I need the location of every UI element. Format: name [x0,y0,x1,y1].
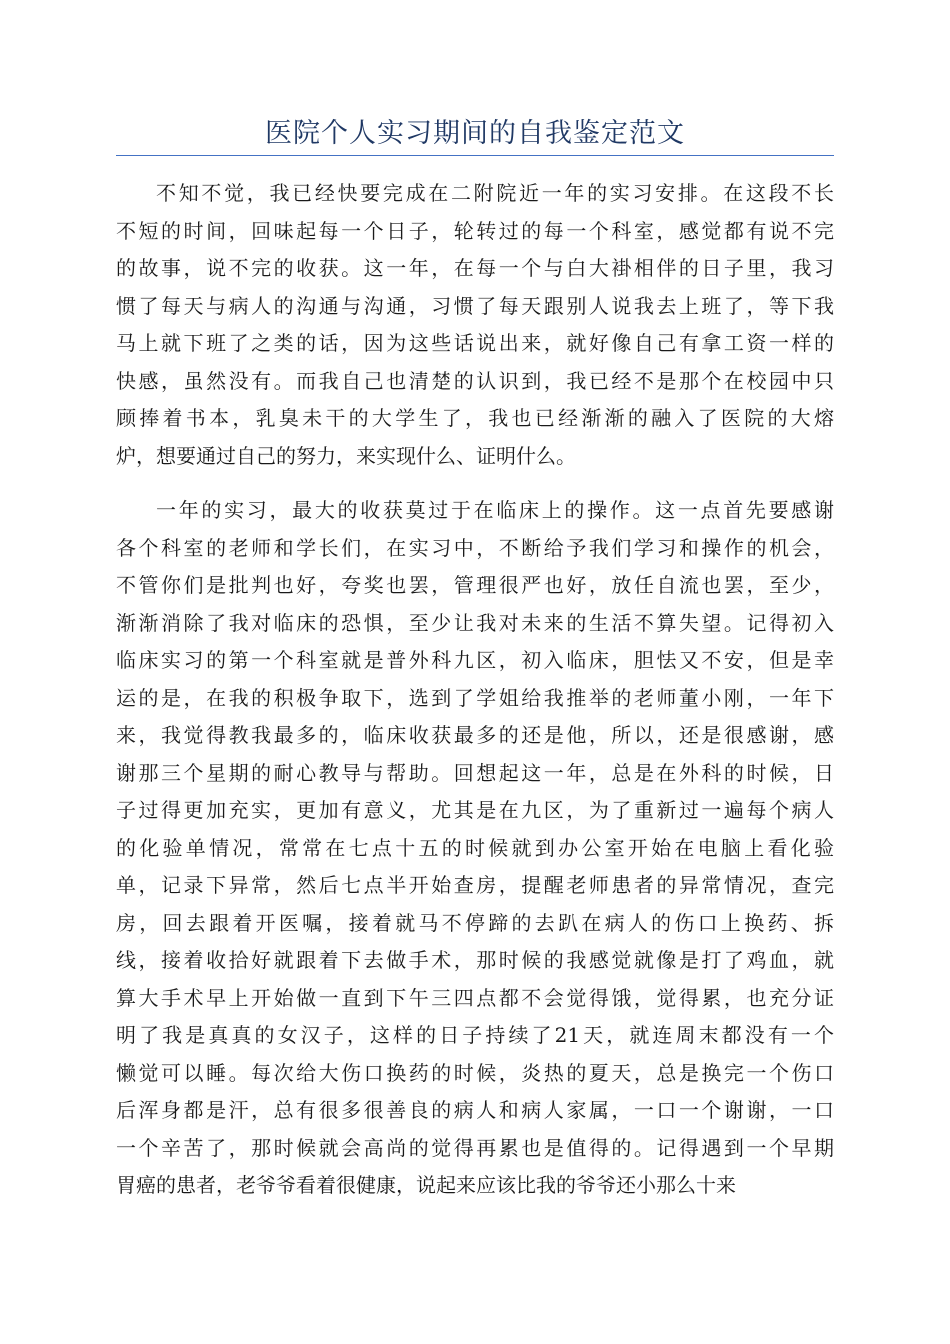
text-line: 线，接着收拾好就跟着下去做手术，那时候的我感觉就像是打了鸡血，就 [116,948,834,972]
text-line: 各个科室的老师和学长们，在实习中，不断给予我们学习和操作的机会， [116,535,834,560]
text-line: 顾捧着书本，乳臭未干的大学生了，我也已经渐渐的融入了医院的大熔 [116,406,834,430]
text-line: 子过得更加充实，更加有意义，尤其是在九区，为了重新过一遍每个病人 [116,798,834,822]
text-line: 谢那三个星期的耐心教导与帮助。回想起这一年，总是在外科的时候，日 [116,760,834,785]
text-line: 快感，虽然没有。而我自己也清楚的认识到，我已经不是那个在校园中只 [116,368,834,393]
paragraph-1 [116,175,834,475]
document-body [116,175,834,1222]
document-title: 医院个人实习期间的自我鉴定范文 [265,118,685,149]
text-line: 一个辛苦了，那时候就会高尚的觉得再累也是值得的。记得遇到一个早期 [116,1135,834,1160]
text-line: 胃癌的患者，老爷爷看着很健康，说起来应该比我的爷爷还小那么十来 [116,1173,736,1197]
text-line: 单，记录下异常，然后七点半开始查房，提醒老师患者的异常情况，查完 [116,873,834,897]
text-line: 不短的时间，回味起每一个日子，轮转过的每一个科室，感觉都有说不完 [116,218,834,243]
text-line: 临床实习的第一个科室就是普外科九区，初入临床，胆怯又不安，但是幸 [116,648,834,672]
text-line: 的故事，说不完的收获。这一年，在每一个与白大褂相伴的日子里，我习 [116,256,834,280]
text-line: 运的是，在我的积极争取下，选到了学姐给我推举的老师董小刚，一年下 [116,685,834,710]
title-underline [116,155,834,156]
paragraph-2 [116,492,834,1205]
text-line: 明了我是真真的女汉子，这样的日子持续了21天，就连周末都没有一个 [116,1023,834,1047]
text-line: 渐渐消除了我对临床的恐惧，至少让我对未来的生活不算失望。记得初入 [116,610,834,635]
text-line: 不管你们是批判也好，夸奖也罢，管理很严也好，放任自流也罢，至少， [116,573,834,597]
text-line: 不知不觉，我已经快要完成在二附院近一年的实习安排。在这段不长 [156,181,834,205]
text-line: 后浑身都是汗，总有很多很善良的病人和病人家属，一口一个谢谢，一口 [116,1098,834,1122]
text-line: 的化验单情况，常常在七点十五的时候就到办公室开始在电脑上看化验 [116,835,834,860]
text-line: 惯了每天与病人的沟通与沟通，习惯了每天跟别人说我去上班了，等下我 [116,293,834,318]
text-line: 懒觉可以睡。每次给大伤口换药的时候，炎热的夏天，总是换完一个伤口 [116,1060,834,1085]
text-line: 来，我觉得教我最多的，临床收获最多的还是他，所以，还是很感谢，感 [116,723,834,747]
text-line: 炉，想要通过自己的努力，来实现什么、证明什么。 [116,443,576,468]
text-line: 算大手术早上开始做一直到下午三四点都不会觉得饿，觉得累，也充分证 [116,985,834,1010]
text-line: 马上就下班了之类的话，因为这些话说出来，就好像自己有拿工资一样的 [116,331,834,355]
text-line: 一年的实习，最大的收获莫过于在临床上的操作。这一点首先要感谢 [156,498,834,522]
text-line: 房，回去跟着开医嘱，接着就马不停蹄的去趴在病人的伤口上换药、拆 [116,910,834,935]
